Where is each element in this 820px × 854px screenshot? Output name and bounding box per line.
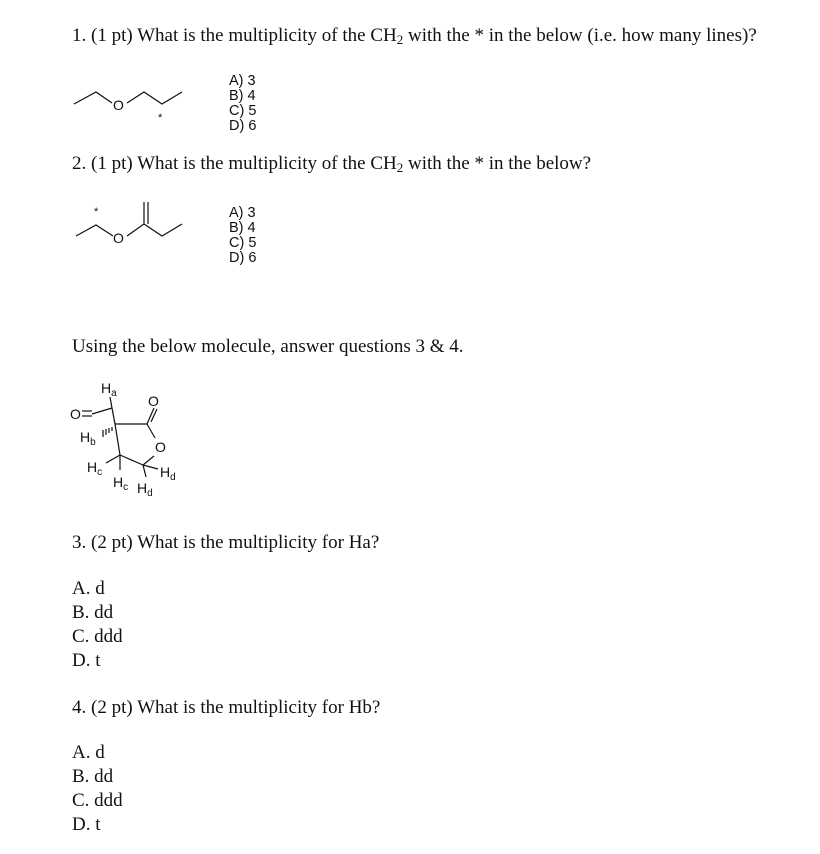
question-4-text: 4. (2 pt) What is the multiplicity for Hb? xyxy=(72,697,381,718)
q4-option-b[interactable]: B. dd xyxy=(72,766,114,787)
q1-star-marker: * xyxy=(158,112,163,124)
q4-options xyxy=(72,741,123,837)
q2-option-c[interactable]: C) 5 xyxy=(229,235,257,251)
q2-option-b[interactable]: B) 4 xyxy=(229,220,256,236)
q1-option-c[interactable]: C) 5 xyxy=(229,103,257,119)
hb-label: $H_b$ xyxy=(80,429,96,448)
q3-option-a[interactable]: A. d xyxy=(72,578,105,599)
q1-option-a[interactable]: A) 3 xyxy=(229,73,256,89)
question-3-text: 3. (2 pt) What is the multiplicity for Ha? xyxy=(72,532,380,553)
ring-oxygen: O xyxy=(155,439,166,455)
hd-label-1: $H_d$ xyxy=(160,464,176,483)
q1-option-b[interactable]: B) 4 xyxy=(229,88,256,104)
ha-label: $H_a$ xyxy=(101,380,117,399)
hc-label-1: $H_c$ xyxy=(87,459,103,478)
carbonyl-oxygen-top: O xyxy=(148,393,159,409)
q1-option-d[interactable]: D) 6 xyxy=(229,118,257,134)
q2-oxygen-atom: O xyxy=(113,230,124,246)
q4-option-d[interactable]: D. t xyxy=(72,814,101,835)
q2-option-a[interactable]: A) 3 xyxy=(229,205,256,221)
q3-option-c[interactable]: C. ddd xyxy=(72,626,123,647)
q3-option-b[interactable]: B. dd xyxy=(72,602,114,623)
intro-text: Using the below molecule, answer questions 3 & 4. xyxy=(72,336,464,357)
question-2-text: 2. (1 pt) What is the multiplicity of the $CH_2$ with the * in the below? xyxy=(72,153,592,175)
question-1-text: 1. (1 pt) What is the multiplicity of the $CH_2$ with the * in the below (i.e. how many lines)? xyxy=(72,25,757,47)
q4-option-a[interactable]: A. d xyxy=(72,742,105,763)
carbonyl-oxygen-left: O xyxy=(70,406,81,422)
q4-option-c[interactable]: C. ddd xyxy=(72,790,123,811)
q3-options xyxy=(72,577,123,673)
hd-label-2: $H_d$ xyxy=(137,480,153,499)
hc-label-2: $H_c$ xyxy=(113,474,129,493)
q2-star-marker: * xyxy=(94,206,99,218)
q1-oxygen-atom: O xyxy=(113,97,124,113)
q2-option-d[interactable]: D) 6 xyxy=(229,250,257,266)
q3-option-d[interactable]: D. t xyxy=(72,650,101,671)
